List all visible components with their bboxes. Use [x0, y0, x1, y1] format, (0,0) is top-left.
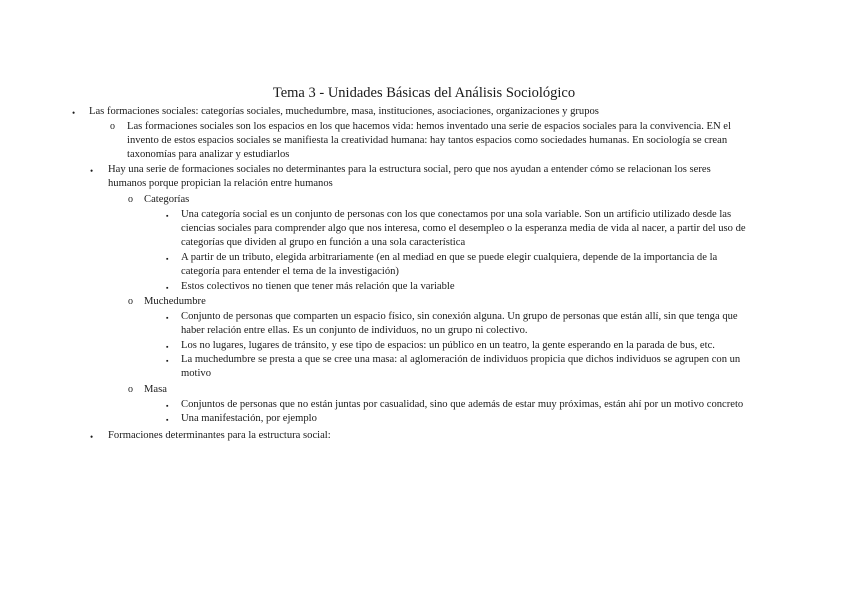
bullet-level1: • — [90, 166, 94, 176]
bullet-level3: ▪ — [166, 402, 169, 410]
text-line: categorías que dividen al grupo en función a una sola característica — [181, 237, 466, 248]
text-line: Hay una serie de formaciones sociales no determinantes para la estructura social, pero que nos ayudan a entender cómo se relacionan los seres — [108, 164, 711, 175]
text-line: Estos colectivos no tienen que tener más relación que la variable — [181, 281, 455, 292]
bullet-level1: • — [72, 108, 76, 118]
text-line: Conjunto de personas que comparten un espacio físico, sin conexión alguna. Un grupo de personas que están allí, sin que tenga que — [181, 311, 738, 322]
text-line: Las formaciones sociales son los espacios en los que hacemos vida: hemos inventado una serie de espacios sociales para la convivencia. EN el — [127, 121, 731, 132]
section-heading: Muchedumbre — [144, 296, 206, 307]
text-line: Conjuntos de personas que no están juntas por casualidad, sino que además de estar muy próximas, están ahí por un motivo concreto — [181, 399, 744, 410]
text-line: Las formaciones sociales: categorías sociales, muchedumbre, masa, instituciones, asociaciones, organizaciones y grupos — [89, 106, 599, 117]
text-line: Los no lugares, lugares de tránsito, y ese tipo de espacios: un público en un teatro, la gente esperando en la parada de bus, etc. — [181, 340, 715, 351]
bullet-level2: o — [110, 121, 115, 132]
text-line: invento de estos espacios sociales se manifiesta la creatividad humana: hay tantos espacios como sociedades humanas. En sociología se crean — [127, 135, 728, 146]
document-title: Tema 3 - Unidades Básicas del Análisis Sociológico — [272, 85, 576, 101]
bullet-level3: ▪ — [166, 212, 169, 220]
bullet-level3: ▪ — [166, 357, 169, 365]
section-heading: Masa — [144, 384, 167, 395]
bullet-level1: • — [90, 432, 94, 442]
text-line: ciencias sociales para comprender algo que nos interesa, como el desempleo o la esperanza media de vida al nacer, a partir del uso de — [181, 223, 746, 234]
text-line: taxonomías para analizar y estudiarlos — [127, 149, 290, 160]
text-line: humanos porque propician la relación entre humanos — [108, 178, 333, 189]
bullet-level2: o — [128, 296, 133, 307]
bullet-level3: ▪ — [166, 284, 169, 292]
bullet-level3: ▪ — [166, 255, 169, 263]
bullet-level3: ▪ — [166, 416, 169, 424]
text-line: Formaciones determinantes para la estructura social: — [108, 430, 331, 441]
text-line: haber relación entre ellas. Es un conjunto de individuos, no un grupo ni colectivo. — [181, 325, 528, 336]
text-line: A partir de un tributo, elegida arbitrariamente (en al mediad en que se puede elegir cualquiera, depende de la importancia de la — [181, 252, 718, 263]
text-line: Una manifestación, por ejemplo — [181, 413, 317, 424]
bullet-level2: o — [128, 194, 133, 205]
bullet-level2: o — [128, 384, 133, 395]
text-line: Una categoría social es un conjunto de personas con los que conectamos por una sola variable. Son un artificio utilizado desde las — [181, 209, 732, 220]
bullet-level3: ▪ — [166, 343, 169, 351]
bullet-level3: ▪ — [166, 314, 169, 322]
text-line: categoría para entender el tema de la investigación) — [181, 266, 399, 277]
text-line: motivo — [181, 368, 212, 379]
section-heading: Categorías — [144, 194, 190, 205]
text-line: La muchedumbre se presta a que se cree una masa: al aglomeración de individuos propicia que dichos individuos se agrupen con un — [181, 354, 741, 365]
